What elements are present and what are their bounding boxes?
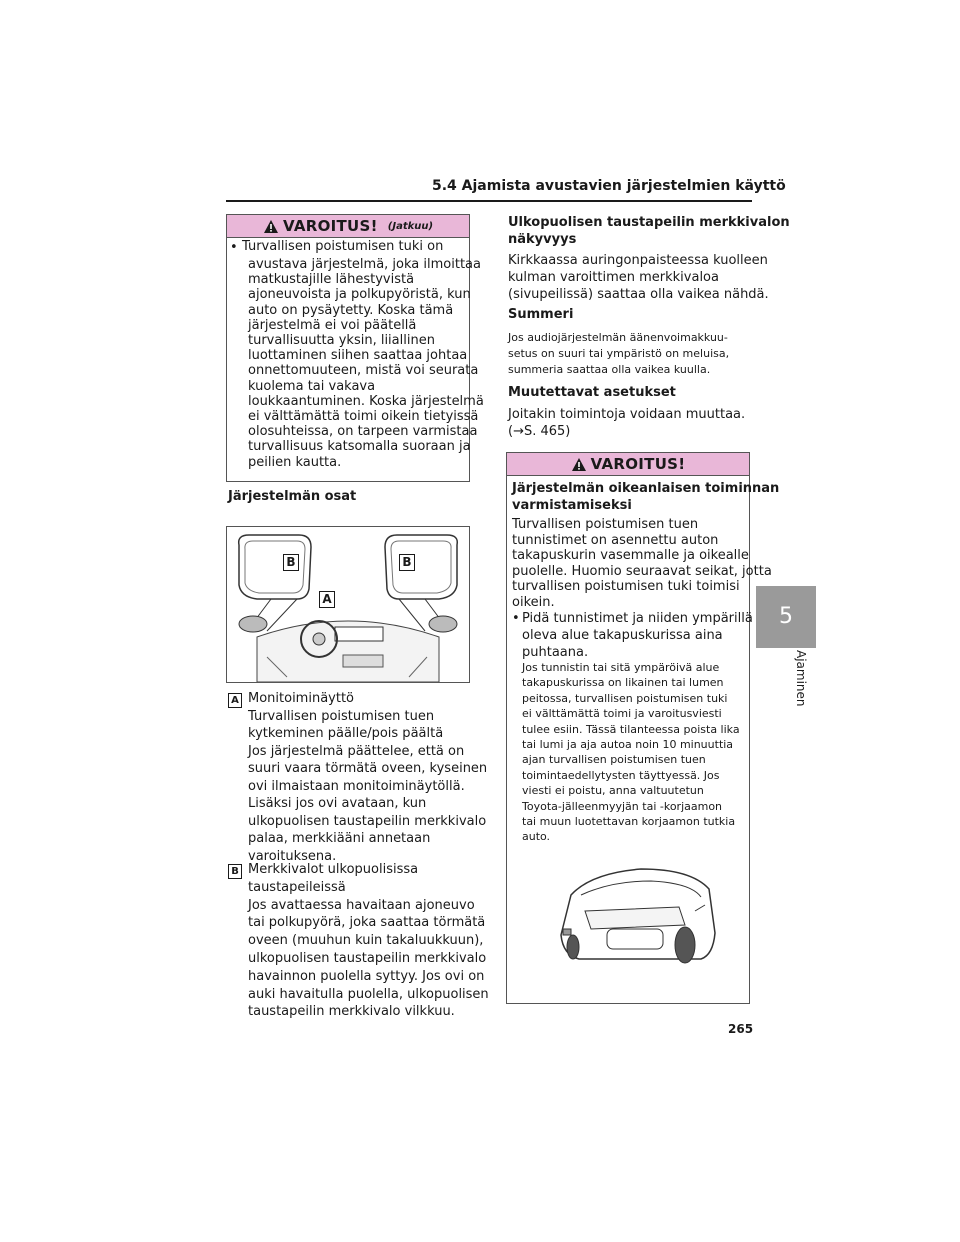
warning-note-line: auto. [522,830,551,844]
warning-line: peilien kautta. [248,454,342,470]
car-rear-illustration [551,855,721,975]
warning-line: Turvallisen poistumisen tuki on [242,239,444,254]
visibility-text: (sivupeilissä) saattaa olla vaikea nähdä. [508,287,769,302]
item-a-line: varoituksena. [248,848,337,864]
cockpit-illustration [227,527,469,682]
warning-line: matkustajille lähestyvistä [248,272,415,288]
warning-title: VAROITUS! [282,217,378,235]
warning-bullet-line: Pidä tunnistimet ja niiden ympärillä [522,611,753,626]
visibility-text: Kirkkaassa auringonpaisteessa kuolleen [508,253,768,268]
warning-note-line: tai muun luotettavan korjaamon tutkia [522,815,736,828]
warning-line: olosuhteissa, on tarpeen varmistaa [248,424,478,440]
cockpit-figure [226,526,470,683]
label-a: A [319,591,335,608]
warning-header [507,453,749,476]
warning-intro: Turvallisen poistumisen tuen [512,517,699,532]
warning-intro: turvallisen poistumisen tuki toimisi [512,579,740,595]
warning-title: VAROITUS! [590,455,686,473]
warning-intro: puolelle. Huomio seuraavat seikat, jotta [512,563,772,579]
warning-line: turvallisuus katsomalla suoraan ja [248,439,471,455]
header-rule [226,200,752,202]
warning-line: luottaminen siihen saattaa johtaa [248,348,468,364]
warning-header [227,215,469,238]
item-b-line: auki havaitulla puolella, ulkopuolisen [248,986,489,1002]
item-a-line: ovi ilmaistaan monitoiminäytöllä. [248,778,465,794]
chapter-label: Ajaminen [794,650,808,707]
item-a-line: palaa, merkkiääni annetaan [248,831,431,846]
item-a-line: Lisäksi jos ovi avataan, kun [248,796,427,811]
warning-note-line: ei välttämättä toimi ja varoitusviesti [522,707,722,721]
label-b-left: B [283,554,299,571]
warning-line: turvallisuutta yksin, liiallinen [248,333,435,348]
warning-triangle-icon [571,457,587,472]
item-b-line: tai polkupyörä, joka saattaa törmätä [248,915,486,931]
item-b-line: Jos avattaessa havaitaan ajoneuvo [248,897,475,913]
warning-note-line: peitossa, turvallisen poistumisen tuki [522,691,728,705]
buzzer-text: summeria saattaa olla vaikea kuulla. [508,363,711,376]
item-a-line: Jos järjestelmä päättelee, että on [248,743,465,759]
item-b-line: oveen (muuhun kuin takaluukkuun), [248,933,484,949]
visibility-heading: näkyvyys [508,232,577,247]
settings-text: Joitakin toimintoja voidaan muuttaa. [508,407,746,422]
warning-subtitle: (Jatkuu) [387,220,434,232]
warning-note-line: Jos tunnistin tai sitä ympäröivä alue [522,661,720,674]
warning-intro: oikein. [512,595,555,610]
item-b-line: taustapeileissä [248,879,346,895]
bullet: • [512,611,520,626]
warning-intro: takapuskurin vasemmalle ja oikealle [512,548,749,564]
item-a-marker: A [228,693,242,708]
item-b-line: taustapeilin merkkivalo vilkkuu. [248,1004,455,1020]
item-b-line: ulkopuolisen taustapeilin merkkivalo [248,951,487,966]
item-a-line: kytkeminen päälle/pois päältä [248,726,444,741]
chapter-tab[interactable]: 5 [756,586,816,648]
warning-bullet-line: oleva alue takapuskurissa aina [522,628,723,643]
settings-text: (→S. 465) [508,424,571,439]
warning-triangle-icon [263,219,279,234]
item-a-line: suuri vaara törmätä oveen, kyseinen [248,761,488,776]
settings-heading: Muutettavat asetukset [508,385,676,400]
buzzer-heading: Summeri [508,307,574,322]
warning-note-line: tulee esiin. Tässä tilanteessa poista lika [522,722,740,736]
visibility-heading: Ulkopuolisen taustapeilin merkkivalon [508,215,790,230]
buzzer-text: Jos audiojärjestelmän äänenvoimakkuu- [508,331,728,344]
warning-line: järjestelmä ei voi päätellä [248,317,417,333]
warning-note-line: takapuskurissa on likainen tai lumen [522,676,724,690]
visibility-text: kulman varoittimen merkkivaloa [508,270,719,285]
warning-bullet-line: puhtaana. [522,645,589,660]
warning-note-line: toimintaedellytysten täyttyessä. Jos [522,768,720,782]
item-a-line: Monitoiminäyttö [248,691,355,706]
warning-note-line: viesti ei poistu, anna valtuutetun [522,784,704,798]
warning-heading: Järjestelmän oikeanlaisen toiminnan [512,481,780,496]
warning-line: loukkaantuminen. Koska järjestelmä [248,393,484,409]
label-b-right: B [399,554,415,571]
item-a-line: ulkopuolisen taustapeilin merkkivalo [248,813,487,829]
warning-line: auto on pysäytetty. Koska tämä [248,302,454,318]
warning-line: ei välttämättä toimi oikein tietyissä [248,409,479,424]
bullet: • [230,240,238,255]
item-a-line: Turvallisen poistumisen tuen [248,708,435,724]
item-b-line: havainnon puolella syttyy. Jos ovi on [248,968,485,984]
section-header: 5.4 Ajamista avustavien järjestelmien käyttö [432,178,786,194]
warning-note-line: ajan turvallisen poistumisen tuen [522,753,706,767]
warning-heading: varmistamiseksi [512,498,632,513]
warning-line: onnettomuuteen, mistä voi seurata [248,363,479,379]
warning-intro: tunnistimet on asennettu auton [512,532,719,548]
components-heading: Järjestelmän osat [228,489,357,504]
item-b-marker: B [228,864,242,879]
warning-line: avustava järjestelmä, joka ilmoittaa [248,257,481,272]
page-number: 265 [728,1022,754,1036]
warning-line: ajoneuvoista ja polkupyöristä, kun [248,287,471,303]
warning-line: kuolema tai vakava [248,378,376,394]
warning-note-line: tai lumi ja aja autoa noin 10 minuuttia [522,738,734,751]
warning-note-line: Toyota-jälleenmyyjän tai -korjaamon [522,799,723,813]
item-b-line: Merkkivalot ulkopuolisissa [248,862,419,877]
buzzer-text: setus on suuri tai ympäristö on meluisa, [508,347,730,360]
